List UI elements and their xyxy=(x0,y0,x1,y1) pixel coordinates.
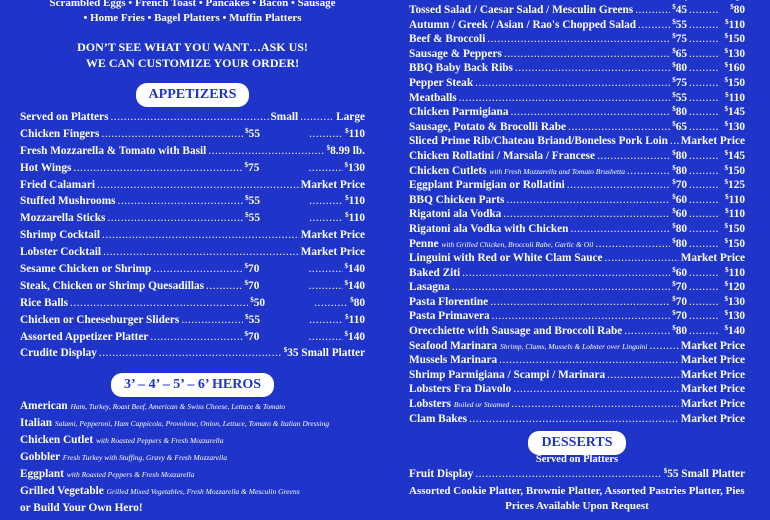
tray-row xyxy=(409,179,745,194)
tray-name: Penne with Grilled Chicken, Broccoli Rabe, Garlic & Oil xyxy=(409,237,594,250)
hero-name: Chicken Cutlet xyxy=(20,434,94,447)
tray-name: Orecchiette with Sausage and Broccoli Rabe xyxy=(409,325,623,338)
appetizer-price-small: $70 xyxy=(244,262,260,276)
appetizer-price-small: $70 xyxy=(244,278,260,292)
tray-price-large: $110 xyxy=(725,265,745,279)
appetizer-price-small: $55 xyxy=(245,194,260,208)
tray-price-half: $80 xyxy=(672,105,687,119)
appetizer-name: Chicken or Cheeseburger Sliders xyxy=(20,313,180,326)
tray-price-large: $110 xyxy=(725,207,745,221)
tray-row xyxy=(409,369,745,384)
tray-price-half: $75 xyxy=(672,75,687,89)
tray-price-half: $65 xyxy=(672,46,687,60)
tray-row xyxy=(409,135,745,150)
appetizer-name: Mozzarella Sticks xyxy=(20,212,106,225)
appetizer-name: Stuffed Mushrooms xyxy=(20,195,116,208)
appetizer-name: Fresh Mozzarella & Tomato with Basil xyxy=(20,144,207,157)
tray-name: Lobsters Boiled or Steamed xyxy=(409,398,510,411)
fruit-display-price: 55 Small Platter xyxy=(667,468,745,481)
tray-row xyxy=(409,354,745,369)
tray-row xyxy=(409,383,745,398)
appetizer-row xyxy=(20,229,365,246)
appetizer-row xyxy=(20,195,365,212)
hero-name: Italian xyxy=(20,417,53,430)
tray-price-large: $145 xyxy=(724,148,745,162)
tray-name: BBQ Chicken Parts xyxy=(409,193,505,206)
tray-price-large: $120 xyxy=(724,280,745,294)
appetizer-price-small: $55 xyxy=(245,126,260,140)
appetizer-row xyxy=(20,246,365,263)
appetizer-row xyxy=(20,263,365,280)
tray-price-half: $55 xyxy=(672,90,687,104)
breakfast-line-2: • Home Fries • Bagel Platters • Muffin Platters xyxy=(83,12,302,24)
tray-name: Pasta Florentine xyxy=(409,295,489,308)
right-column xyxy=(409,0,745,512)
hero-row xyxy=(20,451,365,468)
desserts-heading xyxy=(409,432,745,454)
appetizer-price-small: $8.99 lb. xyxy=(326,143,365,157)
appetizer-row xyxy=(20,128,365,145)
tray-row xyxy=(409,194,745,209)
appetizer-row xyxy=(20,280,365,297)
tray-name: Eggplant Parmigian or Rollatini xyxy=(409,179,565,192)
tray-name: Sausage, Potato & Brocolli Rabe xyxy=(409,120,566,133)
tray-row xyxy=(409,150,745,165)
tray-price-half: Market Price xyxy=(680,339,745,352)
appetizer-price-small: $55 xyxy=(245,211,260,225)
hero-description: Ham, Turkey, Roast Beef, American & Swiss Cheese, Lettuce & Tomato xyxy=(70,402,286,412)
tray-price-half: $60 xyxy=(672,265,687,279)
appetizer-price-large: $140 xyxy=(344,278,365,292)
desserts-subtitle: Served on Platters xyxy=(535,454,619,466)
hero-row xyxy=(20,485,365,502)
hero-row xyxy=(20,417,365,434)
tray-price-half: $70 xyxy=(672,294,687,308)
tray-row xyxy=(409,413,745,428)
hero-row xyxy=(20,434,365,451)
tray-price-half: $80 xyxy=(672,163,687,177)
tray-price-large: $145 xyxy=(724,105,745,119)
appetizer-price-small: $35 Small Platter xyxy=(283,346,365,360)
heros-heading xyxy=(20,374,365,396)
appetizers-heading xyxy=(20,84,365,106)
appetizer-price-small: Market Price xyxy=(300,178,365,191)
appetizer-row xyxy=(20,297,365,314)
hero-name: Eggplant xyxy=(20,468,64,481)
tray-row xyxy=(409,267,745,282)
tray-price-half: $80 xyxy=(672,324,687,338)
heros-title: 3’ – 4’ – 5’ – 6’ HEROS xyxy=(112,374,273,396)
tray-list xyxy=(409,4,745,427)
tray-name: Seafood Marinara Shrimp, Clams, Mussels & Lobster over Linguini xyxy=(409,339,648,352)
appetizer-name: Fried Calamari xyxy=(20,178,95,191)
tray-price-large: $110 xyxy=(725,192,745,206)
appetizer-price-large: $110 xyxy=(345,211,365,225)
tray-row xyxy=(409,208,745,223)
tray-price-large: $125 xyxy=(724,178,745,192)
appetizer-name: Steak, Chicken or Shrimp Quesadillas xyxy=(20,279,205,292)
tray-price-half: $75 xyxy=(672,32,687,46)
tray-row xyxy=(409,62,745,77)
tray-row xyxy=(409,165,745,180)
hero-description: Salami, Pepperoni, Ham Cappicola, Provolone, Onion, Lettuce, Tomato & Italian Dressing xyxy=(54,419,330,429)
tray-name: Pasta Primavera xyxy=(409,310,490,323)
appetizer-price-large: $110 xyxy=(345,312,365,326)
tray-price-large: $150 xyxy=(724,221,745,235)
appetizer-price-large: $110 xyxy=(345,194,365,208)
tray-name: Mussels Marinara xyxy=(409,354,498,367)
tray-price-half: $80 xyxy=(672,61,687,75)
tray-price-large: $160 xyxy=(724,61,745,75)
tray-price-half: $70 xyxy=(672,178,687,192)
tray-description: Boiled or Steamed xyxy=(453,400,510,410)
tray-row xyxy=(409,121,745,136)
tray-row xyxy=(409,77,745,92)
tray-price-large: $150 xyxy=(724,163,745,177)
appetizer-price-large: $130 xyxy=(344,160,365,174)
appetizer-row xyxy=(20,212,365,229)
tray-price-large: $130 xyxy=(724,46,745,60)
breakfast-line-1: Scrambled Eggs • French Toast • Pancakes • Bacon • Sausage xyxy=(49,0,336,9)
appetizer-name: Hot Wings xyxy=(20,161,72,174)
appetizer-price-small: $50 xyxy=(250,295,265,309)
tray-price-half: Market Price xyxy=(680,398,745,411)
tray-description: with Grilled Chicken, Broccoli Rabe, Garlic & Oil xyxy=(441,239,594,249)
appetizer-price-small: $55 xyxy=(245,312,260,326)
appetizer-name: Lobster Cocktail xyxy=(20,246,102,259)
appetizers-header-row: Served on Platters ..... Small ..... Large xyxy=(20,111,365,128)
tray-price-large: $140 xyxy=(724,324,745,338)
tray-name: Pepper Steak xyxy=(409,76,474,89)
tray-row xyxy=(409,340,745,355)
tray-row xyxy=(409,33,745,48)
hero-description: with Roasted Peppers & Fresh Mozzarella xyxy=(66,470,195,480)
tray-name: Chicken Parmigiana xyxy=(409,106,509,119)
fruit-display-row: Fruit Display ..... $55 Small Platter xyxy=(409,468,745,485)
appetizer-row xyxy=(20,179,365,196)
tray-name: Baked Ziti xyxy=(409,266,461,279)
appetizer-row xyxy=(20,331,365,348)
tray-row xyxy=(409,398,745,413)
tray-price-half: $80 xyxy=(672,221,687,235)
hero-list xyxy=(20,400,365,519)
tray-name: Lasagna xyxy=(409,281,450,294)
left-column xyxy=(20,0,365,519)
tray-name: BBQ Baby Back Ribs xyxy=(409,62,513,75)
tray-name: Rigatoni ala Vodka with Chicken xyxy=(409,222,569,235)
appetizer-row xyxy=(20,314,365,331)
tray-name: Rigatoni ala Vodka xyxy=(409,208,502,221)
desserts-title: DESSERTS xyxy=(529,432,624,454)
tray-price-large: $130 xyxy=(724,309,745,323)
tray-price-half: $80 xyxy=(672,236,687,250)
tray-row xyxy=(409,296,745,311)
appetizer-name: Crudite Display xyxy=(20,347,97,360)
tray-row xyxy=(409,223,745,238)
hero-row xyxy=(20,502,365,519)
tray-row xyxy=(409,310,745,325)
appetizer-name: Sesame Chicken or Shrimp xyxy=(20,263,152,276)
tray-name: Sausage & Peppers xyxy=(409,47,502,60)
hero-row xyxy=(20,400,365,417)
appetizer-price-small: $75 xyxy=(244,160,260,174)
customize-line: WE CAN CUSTOMIZE YOUR ORDER! xyxy=(85,56,300,70)
appetizer-name: Chicken Fingers xyxy=(20,127,100,140)
hero-name: or Build Your Own Hero! xyxy=(20,502,143,515)
assorted-desserts: Assorted Cookie Platter, Brownie Platter, Assorted Pastries Platter, Pies xyxy=(409,485,745,498)
appetizer-row xyxy=(20,162,365,179)
tray-price-half: Market Price xyxy=(680,135,745,148)
tray-name: Linguini with Red or White Clam Sauce xyxy=(409,252,603,265)
tray-row xyxy=(409,48,745,63)
tray-price-half: Market Price xyxy=(680,252,745,265)
appetizer-list xyxy=(20,128,365,364)
tray-description: with Fresh Mozzarella and Tomato Brushetta xyxy=(489,166,625,176)
tray-row xyxy=(409,19,745,34)
tray-name: Autumn / Greek / Asian / Rao's Chopped Salad xyxy=(409,18,637,31)
tray-row xyxy=(409,92,745,107)
hero-description: with Roasted Peppers & Fresh Mozzarella xyxy=(95,436,224,446)
tray-name: Meatballs xyxy=(409,91,457,104)
tray-name: Chicken Cutlets with Fresh Mozzarella and Tomato Brushetta xyxy=(409,164,625,177)
tray-description: Shrimp, Clams, Mussels & Lobster over Linguini xyxy=(500,341,648,351)
tray-price-large: $130 xyxy=(724,294,745,308)
tray-price-large: $150 xyxy=(724,75,745,89)
tray-name: Lobsters Fra Diavolo xyxy=(409,383,512,396)
tray-price-half: Market Price xyxy=(680,354,745,367)
appetizer-price-large: $140 xyxy=(344,262,365,276)
ask-us-line: DON’T SEE WHAT YOU WANT…ASK US! xyxy=(77,40,308,54)
appetizer-name: Rice Balls xyxy=(20,296,69,309)
tray-price-large: $110 xyxy=(725,90,745,104)
appetizers-title: APPETIZERS xyxy=(137,84,249,106)
tray-row xyxy=(409,252,745,267)
appetizer-row xyxy=(20,347,365,364)
appetizer-row xyxy=(20,145,365,162)
tray-price-large: $150 xyxy=(724,236,745,250)
tray-row xyxy=(409,4,745,19)
appetizer-price-small: Market Price xyxy=(300,229,365,242)
hero-name: Grilled Vegetable xyxy=(20,485,104,498)
tray-price-large: $80 xyxy=(730,3,745,16)
tray-name: Sliced Prime Rib/Chateau Briand/Boneless Pork Loin xyxy=(409,135,668,148)
tray-price-half: $60 xyxy=(672,192,687,206)
tray-price-large: $150 xyxy=(724,32,745,46)
appetizer-price-large: $80 xyxy=(350,295,365,309)
tray-name: Clam Bakes xyxy=(409,412,468,425)
appetizer-price-small: $70 xyxy=(244,329,260,343)
hero-description: Fresh Turkey with Stuffing, Gravy & Fresh Mozzarella xyxy=(62,453,227,463)
tray-price-half: $45 xyxy=(672,3,687,16)
tray-price-half: $55 xyxy=(672,17,687,31)
tray-price-half: $65 xyxy=(672,119,687,133)
tray-price-half: Market Price xyxy=(680,368,745,381)
appetizer-price-large: $110 xyxy=(345,126,365,140)
tray-price-large: $110 xyxy=(725,17,745,31)
tray-price-half: Market Price xyxy=(680,383,745,396)
hero-name: American xyxy=(20,400,68,413)
tray-row xyxy=(409,238,745,253)
appetizer-price-small: Market Price xyxy=(300,246,365,259)
hero-row xyxy=(20,468,365,485)
tray-price-half: $80 xyxy=(672,148,687,162)
tray-price-half: $60 xyxy=(672,207,687,221)
tray-row xyxy=(409,281,745,296)
tray-price-half: $70 xyxy=(672,280,687,294)
tray-row xyxy=(409,325,745,340)
prices-on-request: Prices Available Upon Request xyxy=(505,500,649,513)
appetizer-name: Shrimp Cocktail xyxy=(20,229,101,242)
hero-description: Grilled Mixed Vegetables, Fresh Mozzarella & Mesculin Greens xyxy=(106,487,300,497)
tray-name: Chicken Rollatini / Marsala / Francese xyxy=(409,149,596,162)
tray-price-half: $70 xyxy=(672,309,687,323)
hero-name: Gobbler xyxy=(20,451,60,464)
tray-row xyxy=(409,106,745,121)
tray-name: Tossed Salad / Caesar Salad / Mesculin Greens xyxy=(409,4,634,16)
tray-price-large: $130 xyxy=(724,119,745,133)
appetizer-price-large: $140 xyxy=(344,329,365,343)
appetizer-name: Assorted Appetizer Platter xyxy=(20,330,149,343)
tray-name: Shrimp Parmigiana / Scampi / Marinara xyxy=(409,368,606,381)
tray-price-half: Market Price xyxy=(680,412,745,425)
tray-name: Beef & Broccoli xyxy=(409,33,486,46)
